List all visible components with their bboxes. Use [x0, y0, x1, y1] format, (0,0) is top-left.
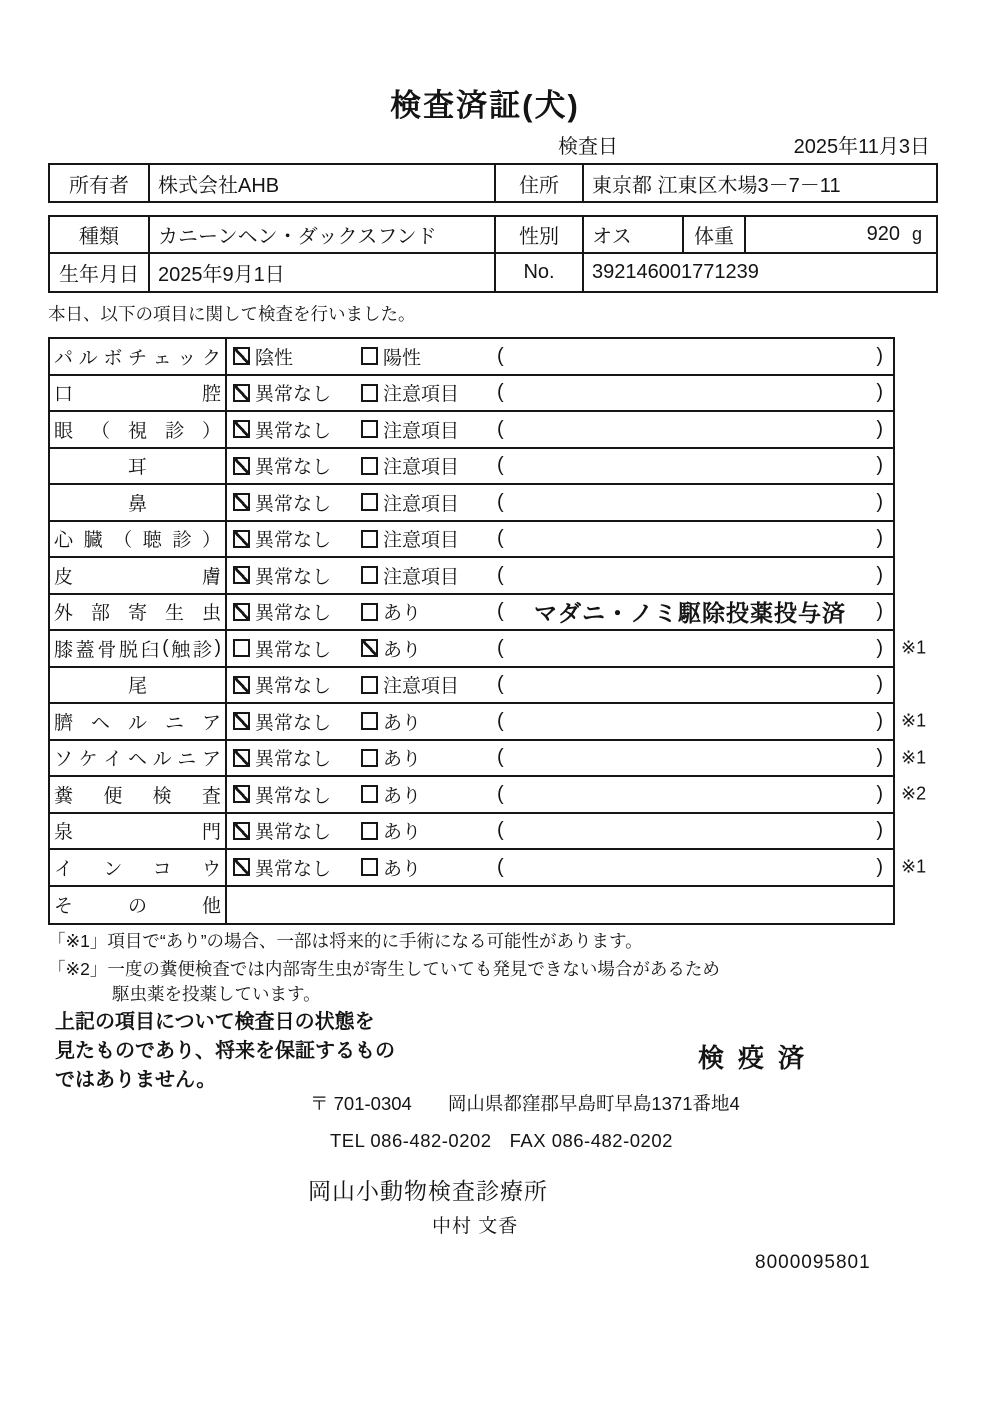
checklist-item-label [50, 558, 227, 593]
option-1-label: 異常なし [255, 530, 332, 552]
checklist-item-content [227, 595, 893, 630]
option-1-group [233, 598, 361, 625]
checklist-row [50, 449, 893, 486]
checklist-item-label [50, 850, 227, 885]
sex-label: 性別 [496, 217, 584, 252]
option-1-label: 異常なし [255, 712, 332, 734]
paren-close: ) [876, 563, 883, 586]
label-char: 検 [152, 785, 172, 807]
weight-value: 920 [866, 223, 900, 245]
option-1-checkbox [233, 676, 250, 694]
option-2-group [361, 525, 497, 552]
closing-line-3: ではありません。 [55, 1069, 217, 1091]
option-2-checkbox [361, 822, 378, 840]
option-1-group [233, 781, 361, 808]
option-2-group [361, 854, 497, 881]
option-1-checkbox [233, 712, 250, 730]
label-char: ( [162, 637, 169, 659]
animal-table [48, 215, 938, 293]
birth-value: 2025年9月1日 [150, 254, 496, 291]
option-1-label: 異常なし [255, 822, 332, 844]
label-char: 鼻 [127, 493, 147, 515]
label-char: 虫 [201, 603, 221, 625]
clinic-address: 岡山県都窪郡早島町早島1371番地4 [447, 1093, 740, 1114]
option-2-checkbox [361, 749, 378, 767]
paren-remark: マダニ・ノミ駆除投薬投与済 [534, 600, 846, 627]
checklist-item-content [227, 887, 893, 924]
checklist-item-content [227, 412, 893, 447]
label-char: 心 [54, 530, 74, 552]
intro-sentence: 本日、以下の項目に関して検査を行いました。 [48, 304, 416, 324]
paren-open: ( [497, 782, 504, 805]
option-1-label: 異常なし [255, 749, 332, 771]
paren-open: ( [497, 490, 504, 513]
checklist-row [50, 850, 927, 887]
option-1-checkbox [233, 493, 250, 511]
label-char: 生 [164, 603, 184, 625]
checklist-row [50, 339, 893, 376]
closing-line-1: 上記の項目について検査日の状態を [55, 1011, 375, 1033]
owner-table [48, 163, 938, 203]
option-2-label: 注意項目 [383, 530, 460, 552]
option-1-group [233, 489, 361, 516]
label-char: 門 [201, 822, 221, 844]
option-1-label: 異常なし [255, 858, 332, 880]
owner-address-value: 東京都 江東区木場3－7－11 [592, 174, 841, 197]
footnote-2-line-1: 「※2」一度の糞便検査では内部寄生虫が寄生していても発見できない場合があるため [48, 959, 720, 979]
option-2-group [361, 452, 497, 479]
label-char: 臼 [140, 639, 160, 661]
paren-open: ( [497, 417, 504, 440]
label-char: ク [201, 347, 221, 369]
option-2-group [361, 817, 497, 844]
owner-value: 株式会社AHB [150, 165, 496, 201]
checklist-row [50, 631, 927, 668]
label-char: ル [78, 347, 98, 369]
checklist-item-content [227, 814, 893, 849]
checklist-item-content [227, 777, 893, 812]
option-2-label: あり [383, 749, 422, 771]
paren-open: ( [497, 746, 504, 769]
inspection-date-line [558, 130, 930, 159]
option-2-group [361, 416, 497, 443]
checklist-row [50, 485, 893, 522]
option-2-label: あり [383, 712, 422, 734]
option-1-group [233, 635, 361, 662]
label-char: そ [54, 896, 74, 918]
checklist-row [50, 704, 927, 741]
option-1-group [233, 416, 361, 443]
checklist-row [50, 558, 893, 595]
checklist-item-label [50, 339, 227, 374]
closing-line-2: 見たものであり、将来を保証するもの [55, 1040, 395, 1062]
label-char: ェ [152, 347, 172, 369]
checklist-item-content [227, 449, 893, 484]
row-footnote-mark: ※1 [901, 637, 927, 658]
label-char: 皮 [54, 566, 74, 588]
option-2-group [361, 598, 497, 625]
option-2-group [361, 489, 497, 516]
option-2-group [361, 708, 497, 735]
no-value: 392146001771239 [592, 261, 759, 283]
option-2-group [361, 343, 497, 370]
label-char: 蓋 [75, 639, 95, 661]
label-char: パ [54, 347, 74, 369]
label-char: 臍 [54, 712, 74, 734]
option-2-group [361, 744, 497, 771]
label-char: ウ [201, 858, 221, 880]
paren-close: ) [876, 636, 883, 659]
paren-open: ( [497, 600, 504, 623]
option-1-label: 陰性 [255, 347, 294, 369]
paren-open: ( [497, 636, 504, 659]
option-1-label: 異常なし [255, 785, 332, 807]
quarantine-passed-stamp: 検疫済 [698, 1043, 819, 1073]
closing-statement [55, 1008, 395, 1095]
option-2-checkbox [361, 785, 378, 803]
option-2-group [361, 379, 497, 406]
birth-label: 生年月日 [50, 254, 150, 291]
checklist-item-label [50, 595, 227, 630]
label-char: 視 [127, 420, 147, 442]
option-1-group [233, 817, 361, 844]
paren-open: ( [497, 454, 504, 477]
row-footnote-mark: ※1 [901, 710, 927, 731]
label-char: （ [113, 530, 133, 552]
label-char: 骨 [97, 639, 117, 661]
checklist-item-label [50, 376, 227, 411]
label-char: ル [127, 712, 147, 734]
paren-close: ) [876, 600, 883, 623]
paren-open: ( [497, 527, 504, 550]
paren-open: ( [497, 563, 504, 586]
label-char: 耳 [127, 457, 147, 479]
paren-close: ) [876, 454, 883, 477]
label-char: の [127, 896, 147, 918]
checklist-item-label [50, 887, 227, 924]
option-2-label: 注意項目 [383, 566, 460, 588]
label-char: 脱 [118, 639, 138, 661]
option-2-label: あり [383, 603, 422, 625]
label-char: 眼 [54, 420, 74, 442]
label-char: イ [103, 749, 123, 771]
option-1-label: 異常なし [255, 457, 332, 479]
paren-close: ) [876, 855, 883, 878]
option-1-group [233, 525, 361, 552]
weight-cell [746, 217, 936, 252]
breed-value: カニーンヘン・ダックスフンド [150, 217, 496, 252]
option-2-label: 陽性 [383, 347, 422, 369]
veterinarian-name: 中村 文香 [432, 1216, 519, 1237]
label-char: 触 [171, 639, 191, 661]
label-char: 寄 [127, 603, 147, 625]
option-1-checkbox [233, 822, 250, 840]
option-2-label: あり [383, 785, 422, 807]
paren-close: ) [876, 673, 883, 696]
option-1-group [233, 744, 361, 771]
no-label: No. [496, 254, 584, 291]
label-char: ケ [78, 749, 98, 771]
label-char: 泉 [54, 822, 74, 844]
checklist-row [50, 522, 893, 559]
label-char: ア [201, 749, 221, 771]
checklist-row [50, 595, 893, 632]
option-1-label: 異常なし [255, 603, 332, 625]
label-char: コ [152, 858, 172, 880]
label-char: 部 [90, 603, 110, 625]
breed-label: 種類 [50, 217, 150, 252]
checklist-item-label [50, 631, 227, 666]
option-1-checkbox [233, 384, 250, 402]
label-char: 腔 [201, 384, 221, 406]
option-2-checkbox [361, 676, 378, 694]
option-2-checkbox [361, 530, 378, 548]
option-1-label: 異常なし [255, 639, 332, 661]
label-char: 膝 [54, 639, 74, 661]
clinic-fax: FAX 086-482-0202 [509, 1130, 673, 1151]
option-2-checkbox [361, 639, 378, 657]
option-2-checkbox [361, 603, 378, 621]
option-2-checkbox [361, 384, 378, 402]
option-2-label: 注意項目 [383, 676, 460, 698]
option-2-checkbox [361, 858, 378, 876]
option-1-checkbox [233, 603, 250, 621]
label-char: 臓 [83, 530, 103, 552]
checklist-item-label [50, 668, 227, 703]
label-char: ニ [177, 749, 197, 771]
option-2-label: 注意項目 [383, 384, 460, 406]
paren-open: ( [497, 344, 504, 367]
paren-close: ) [876, 417, 883, 440]
label-char: 糞 [54, 785, 74, 807]
label-char: ボ [103, 347, 123, 369]
checklist-item-content [227, 668, 893, 703]
option-1-checkbox [233, 785, 250, 803]
label-char: ソ [54, 749, 74, 771]
postal-code: 〒 701-0304 [310, 1093, 412, 1114]
option-1-checkbox [233, 858, 250, 876]
checklist-item-content [227, 741, 893, 776]
checklist-item-content [227, 376, 893, 411]
row-footnote-mark: ※1 [901, 856, 927, 877]
option-2-checkbox [361, 712, 378, 730]
paren-open: ( [497, 673, 504, 696]
option-2-checkbox [361, 566, 378, 584]
option-2-checkbox [361, 347, 378, 365]
serial-number: 8000095801 [755, 1252, 871, 1273]
label-char: ） [201, 420, 221, 442]
label-char: 聴 [142, 530, 162, 552]
checklist-item-label [50, 814, 227, 849]
option-2-label: あり [383, 858, 422, 880]
footnote-1: 「※1」項目で“あり”の場合、一部は将来的に手術になる可能性があります。 [48, 931, 643, 951]
clinic-tel-line [330, 1130, 673, 1152]
row-footnote-mark: ※1 [901, 747, 927, 768]
option-2-label: 注意項目 [383, 457, 460, 479]
label-char: チ [127, 347, 147, 369]
label-char: ン [103, 858, 123, 880]
option-1-label: 異常なし [255, 420, 332, 442]
label-char: ッ [177, 347, 197, 369]
checklist-table [48, 337, 927, 925]
label-char: 診 [192, 639, 212, 661]
checklist-item-label [50, 522, 227, 557]
label-char: ア [201, 712, 221, 734]
label-char: ニ [164, 712, 184, 734]
option-1-checkbox [233, 639, 250, 657]
checklist-row [50, 412, 893, 449]
paren-close: ) [876, 381, 883, 404]
checklist-row [50, 668, 893, 705]
checklist-row [50, 887, 893, 924]
option-1-group [233, 854, 361, 881]
paren-close: ) [876, 819, 883, 842]
option-1-checkbox [233, 457, 250, 475]
checklist-row [50, 814, 893, 851]
page-title: 検査済証(犬) [390, 88, 580, 123]
row-footnote-mark: ※2 [901, 783, 927, 804]
label-char: ヘ [90, 712, 110, 734]
checklist-item-label [50, 777, 227, 812]
option-1-group [233, 562, 361, 589]
checklist-row [50, 741, 927, 778]
label-char: 膚 [201, 566, 221, 588]
checklist-item-label [50, 412, 227, 447]
option-1-group [233, 343, 361, 370]
weight-label: 体重 [684, 217, 746, 252]
weight-unit: g [911, 224, 922, 244]
option-1-group [233, 452, 361, 479]
clinic-name: 岡山小動物検査診療所 [308, 1178, 548, 1204]
checklist-item-label [50, 741, 227, 776]
option-2-label: 注意項目 [383, 420, 460, 442]
option-2-label: あり [383, 639, 422, 661]
checklist-item-label [50, 449, 227, 484]
checklist-item-content [227, 522, 893, 557]
paren-open: ( [497, 381, 504, 404]
checklist-row [50, 777, 927, 814]
option-1-label: 異常なし [255, 384, 332, 406]
paren-close: ) [876, 344, 883, 367]
option-1-group [233, 379, 361, 406]
owner-label: 所有者 [50, 165, 150, 201]
checklist-item-label [50, 485, 227, 520]
sex-value: オス [584, 217, 684, 252]
label-char: 査 [201, 785, 221, 807]
footnote-2-line-2: 駆虫薬を投薬しています。 [112, 984, 321, 1004]
paren-open: ( [497, 855, 504, 878]
option-1-checkbox [233, 347, 250, 365]
checklist-item-content [227, 339, 893, 374]
label-char: （ [90, 420, 110, 442]
label-char: ) [214, 637, 221, 659]
checklist-item-content [227, 850, 893, 885]
paren-close: ) [876, 709, 883, 732]
option-2-checkbox [361, 493, 378, 511]
option-2-label: あり [383, 822, 422, 844]
option-2-label: 注意項目 [383, 493, 460, 515]
paren-close: ) [876, 746, 883, 769]
paren-open: ( [497, 709, 504, 732]
inspection-date-value: 2025年11月3日 [793, 136, 930, 158]
option-1-group [233, 671, 361, 698]
label-char: ル [152, 749, 172, 771]
option-2-group [361, 781, 497, 808]
clinic-tel: TEL 086-482-0202 [330, 1130, 492, 1151]
label-char: ） [201, 530, 221, 552]
option-2-group [361, 671, 497, 698]
checklist-item-content [227, 558, 893, 593]
paren-close: ) [876, 490, 883, 513]
option-1-label: 異常なし [255, 676, 332, 698]
inspection-date-label: 検査日 [558, 136, 618, 158]
label-char: イ [54, 858, 74, 880]
label-char: 診 [164, 420, 184, 442]
option-2-group [361, 562, 497, 589]
label-char: ヘ [127, 749, 147, 771]
option-1-checkbox [233, 566, 250, 584]
option-1-group [233, 708, 361, 735]
option-1-label: 異常なし [255, 566, 332, 588]
checklist-item-content [227, 485, 893, 520]
label-char: 他 [201, 896, 221, 918]
label-char: 口 [54, 384, 74, 406]
option-1-checkbox [233, 420, 250, 438]
clinic-postal-line [310, 1090, 740, 1116]
owner-address-label: 住所 [496, 165, 584, 201]
option-2-checkbox [361, 457, 378, 475]
label-char: 外 [54, 603, 74, 625]
checklist-item-content [227, 704, 893, 739]
option-2-group [361, 635, 497, 662]
paren-close: ) [876, 782, 883, 805]
option-1-label: 異常なし [255, 493, 332, 515]
checklist-item-content [227, 631, 893, 666]
checklist-item-label [50, 704, 227, 739]
paren-close: ) [876, 527, 883, 550]
paren-open: ( [497, 819, 504, 842]
option-1-checkbox [233, 749, 250, 767]
option-1-checkbox [233, 530, 250, 548]
label-char: 尾 [127, 676, 147, 698]
label-char: 診 [172, 530, 192, 552]
option-2-checkbox [361, 420, 378, 438]
checklist-row [50, 376, 893, 413]
label-char: 便 [103, 785, 123, 807]
